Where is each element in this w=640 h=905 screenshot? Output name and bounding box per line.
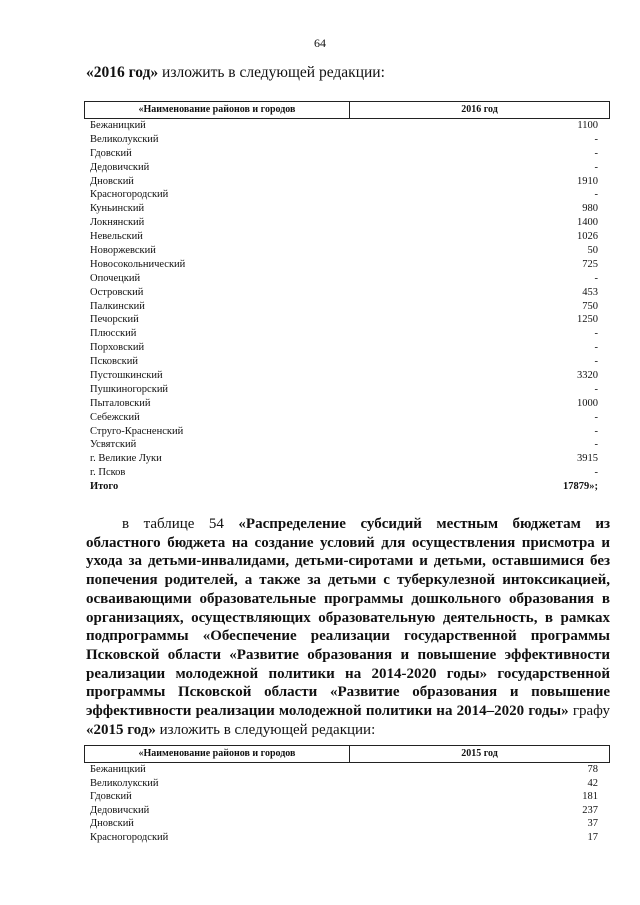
district-value: 1100 (577, 120, 598, 131)
district-value: 725 (582, 258, 598, 270)
table-row (84, 119, 610, 133)
table-body (84, 119, 610, 480)
total-row (84, 480, 610, 494)
table-row (84, 188, 610, 202)
header-year: 2016 год (461, 104, 498, 115)
district-value: - (594, 272, 598, 284)
table-row (84, 286, 610, 300)
district-value: 1400 (577, 217, 598, 229)
table-row (84, 244, 610, 258)
district-value: 237 (582, 804, 598, 816)
table-row (84, 831, 610, 845)
district-name: Псковский (90, 356, 138, 368)
intro-text: изложить в следующей редакции: (158, 64, 385, 81)
district-value: 3320 (577, 370, 598, 382)
district-value: - (594, 383, 598, 395)
header-year: 2015 год (461, 748, 498, 759)
district-value: 750 (582, 300, 598, 312)
district-value: 17 (587, 831, 598, 843)
table-row (84, 817, 610, 831)
table-row (84, 466, 610, 480)
district-value: - (594, 161, 598, 173)
district-value: - (594, 467, 598, 479)
district-name: Порховский (90, 342, 145, 354)
district-name: г. Великие Луки (90, 453, 162, 465)
district-name: г. Псков (90, 467, 126, 479)
district-name: Великолукский (90, 133, 159, 145)
table-row (84, 397, 610, 411)
district-name: Великолукский (90, 777, 159, 789)
district-name: Гдовский (90, 147, 132, 159)
district-value: 50 (587, 245, 598, 257)
table-row (84, 216, 610, 230)
table-row (84, 438, 610, 452)
para-lead: в таблице 54 (122, 516, 239, 532)
table-row (84, 411, 610, 425)
table-row (84, 300, 610, 314)
table-header (84, 101, 610, 119)
district-name: Куньинский (90, 203, 145, 215)
district-value: 78 (587, 764, 598, 775)
table-row (84, 355, 610, 369)
district-name: Бежаницкий (90, 764, 146, 775)
para-mid: графу (568, 703, 611, 720)
table-row (84, 258, 610, 272)
district-value: 37 (587, 818, 598, 830)
district-name: Красногородский (90, 831, 169, 843)
district-name: Опочецкий (90, 272, 141, 284)
district-name: Локнянский (90, 217, 145, 229)
allocation-table-2016 (84, 101, 610, 494)
total-label: Итого (90, 481, 119, 493)
table-row (84, 790, 610, 804)
district-name: Пустошкинский (90, 370, 163, 382)
district-value: - (594, 133, 598, 145)
table-row (84, 313, 610, 327)
table-row (84, 230, 610, 244)
allocation-table-2015 (84, 745, 610, 845)
table-row (84, 763, 610, 777)
district-name: Гдовский (90, 791, 132, 803)
district-value: - (594, 189, 598, 201)
total-value: 17879»; (563, 481, 598, 493)
para-table-title: «Распределение субсидий местным бюджетам из областного бюджета на создание условий для осуществления присмотра и ухода за детьми-инвалидами, детьми-сиротами и детьми, оставшимися без попечения родителей, а также за детьми с туберкулезной интоксикацией, осваивающими образовательные программы дошкольного образования в организациях, осуществляющих образовательную деятельность, в рамках подпрограммы «Обеспечение реализации государственной программы Псковской области «Развитие образования и повышение эффективности реализации молодежной политики на 2014-2020 годы» государственной программы Псковской области «Развитие образования и повышение эффективности реализации молодежной политики на 2014–2020 годы» (86, 516, 610, 720)
table-row (84, 425, 610, 439)
district-name: Новосокольнический (90, 258, 186, 270)
table-row (84, 202, 610, 216)
district-name: Бежаницкий (90, 120, 146, 131)
district-name: Дедовичский (90, 804, 150, 816)
district-name: Новоржевский (90, 245, 156, 257)
district-value: - (594, 439, 598, 451)
district-value: - (594, 147, 598, 159)
intro-line (86, 64, 385, 82)
table-row (84, 452, 610, 466)
district-value: 181 (582, 791, 598, 803)
district-value: 1026 (577, 231, 598, 243)
district-name: Плюсский (90, 328, 137, 340)
district-name: Струго-Красненский (90, 425, 184, 437)
table-row (84, 147, 610, 161)
table-row (84, 804, 610, 818)
table-row (84, 341, 610, 355)
district-name: Усвятский (90, 439, 137, 451)
table-row (84, 272, 610, 286)
table-row (84, 133, 610, 147)
district-value: - (594, 328, 598, 340)
table-row (84, 327, 610, 341)
table-row (84, 369, 610, 383)
table-row (84, 161, 610, 175)
district-value: 1910 (577, 175, 598, 187)
district-value: 1000 (577, 397, 598, 409)
header-districts: «Наименование районов и городов (85, 746, 350, 762)
district-name: Себежский (90, 411, 140, 423)
table-row (84, 175, 610, 189)
page-number: 64 (314, 36, 326, 50)
district-name: Красногородский (90, 189, 169, 201)
table-row (84, 383, 610, 397)
table-header (84, 745, 610, 763)
table-row (84, 777, 610, 791)
district-name: Невельский (90, 231, 143, 243)
district-name: Дедовичский (90, 161, 150, 173)
district-name: Палкинский (90, 300, 145, 312)
district-value: 980 (582, 203, 598, 215)
amendment-paragraph (86, 515, 610, 739)
header-districts: «Наименование районов и городов (85, 102, 350, 118)
district-value: - (594, 356, 598, 368)
district-name: Пушкиногорский (90, 383, 169, 395)
district-name: Дновский (90, 818, 134, 830)
district-value: - (594, 342, 598, 354)
district-name: Дновский (90, 175, 134, 187)
district-name: Островский (90, 286, 144, 298)
district-name: Печорский (90, 314, 139, 326)
district-value: 42 (587, 777, 598, 789)
district-value: 453 (582, 286, 598, 298)
district-name: Пыталовский (90, 397, 151, 409)
district-value: 1250 (577, 314, 598, 326)
district-value: - (594, 425, 598, 437)
para-column: «2015 год» (86, 721, 156, 738)
para-end: изложить в следующей редакции: (155, 721, 376, 738)
intro-bold: «2016 год» (86, 64, 159, 81)
district-value: - (594, 411, 598, 423)
district-value: 3915 (577, 453, 598, 465)
table-body (84, 763, 610, 845)
